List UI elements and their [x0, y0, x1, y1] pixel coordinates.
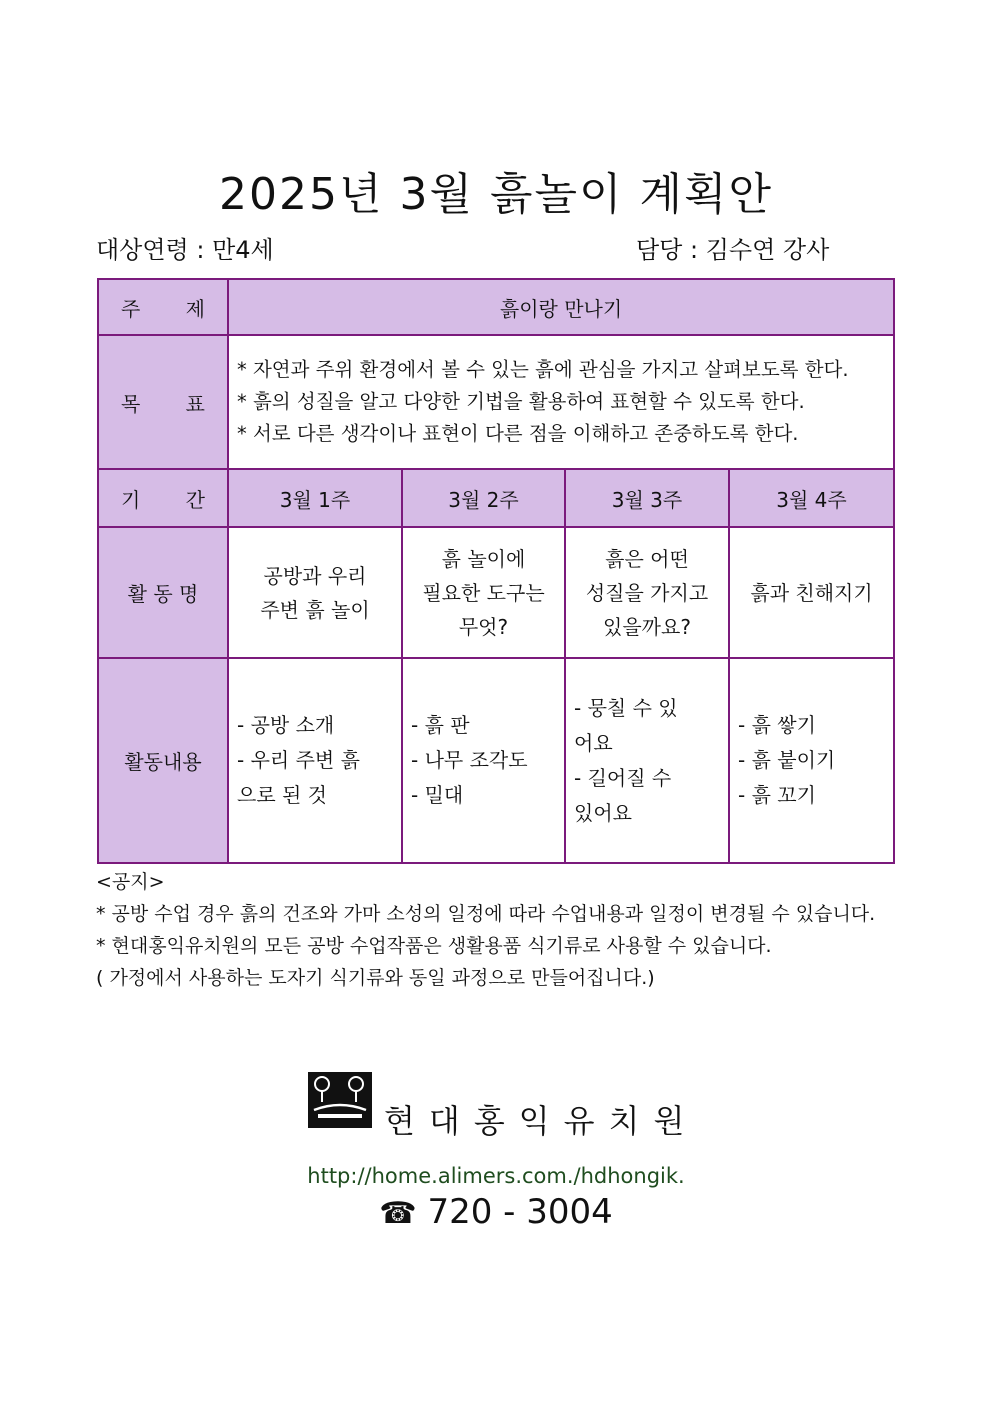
period-row — [98, 469, 894, 527]
goal-cell — [228, 335, 894, 469]
notice-line: * 공방 수업 경우 흙의 건조와 가마 소성의 일정에 따라 수업내용과 일정이 변경될 수 있습니다. — [96, 903, 876, 925]
phone-text: 720 - 3004 — [427, 1192, 613, 1232]
notice-line: * 현대홍익유치원의 모든 공방 수업작품은 생활용품 식기류로 사용할 수 있습니다. — [96, 935, 772, 957]
topic-label-char: 제 — [185, 296, 205, 321]
activity-name-line: 성질을 가지고 — [585, 580, 709, 605]
week-header: 3월 3주 — [565, 469, 729, 527]
kindergarten-name: 현대홍익유치원 — [384, 1102, 699, 1140]
kindergarten-logo — [308, 1072, 372, 1128]
teacher: 담당 : 김수연 강사 — [636, 236, 830, 264]
goal-item: * 자연과 주위 환경에서 볼 수 있는 흙에 관심을 가지고 살펴보도록 한다. — [237, 358, 849, 381]
target-age: 대상연령 : 만4세 — [96, 236, 274, 264]
week-header: 3월 2주 — [402, 469, 565, 527]
week-header: 3월 4주 — [729, 469, 894, 527]
activity-name-line: 흙과 친해지기 — [750, 580, 873, 605]
period-label-char: 기 — [121, 487, 141, 512]
activity-content-cell — [228, 658, 402, 863]
notice-heading: <공지> — [96, 871, 165, 893]
activity-name-line: 흙은 어떤 — [605, 546, 689, 571]
activity-content-label: 활동내용 — [98, 658, 228, 863]
topic-row — [98, 279, 894, 335]
topic-cell: 흙이랑 만나기 — [228, 279, 894, 335]
topic-label-cell — [98, 279, 228, 335]
activity-name-line: 필요한 도구는 — [422, 580, 545, 605]
phone-number — [0, 1192, 992, 1232]
activity-content-line: - 흙 쌓기 — [738, 713, 816, 737]
activity-name-line: 흙 놀이에 — [441, 546, 526, 571]
activity-name-cell — [402, 527, 565, 658]
activity-name-line: 주변 흙 놀이 — [260, 597, 370, 622]
activity-content-cell — [565, 658, 729, 863]
activity-name-cell — [729, 527, 894, 658]
logo-icon — [308, 1072, 372, 1128]
goal-label-char: 목 — [121, 391, 141, 416]
activity-content-line: 어요 — [574, 730, 613, 755]
activity-content-line: - 공방 소개 — [237, 713, 335, 737]
activity-content-line: - 나무 조각도 — [411, 748, 528, 772]
activity-content-cell — [402, 658, 565, 863]
period-label-char: 간 — [185, 487, 205, 512]
activity-content-line: - 우리 주변 흙 — [237, 748, 360, 772]
website-link[interactable]: http://home.alimers.com./hdhongik. — [307, 1164, 685, 1188]
goal-item: * 흙의 성질을 알고 다양한 기법을 활용하여 표현할 수 있도록 한다. — [237, 390, 805, 413]
activity-name-line: 있을까요? — [603, 614, 691, 639]
activity-content-line: - 길어질 수 — [574, 765, 672, 790]
activity-name-cell — [565, 527, 729, 658]
plan-table — [97, 278, 895, 864]
period-label-cell — [98, 469, 228, 527]
activity-content-line: - 흙 꼬기 — [738, 783, 816, 807]
goal-row — [98, 335, 894, 469]
activity-name-line: 무엇? — [458, 614, 509, 639]
goal-label-char: 표 — [185, 391, 205, 416]
activity-content-cell — [729, 658, 894, 863]
notice-line: ( 가정에서 사용하는 도자기 식기류와 동일 과정으로 만들어집니다.) — [96, 967, 655, 989]
activity-name-label: 활 동 명 — [98, 527, 228, 658]
activity-name-line: 공방과 우리 — [263, 563, 367, 588]
goal-item: * 서로 다른 생각이나 표현이 다른 점을 이해하고 존중하도록 한다. — [237, 422, 799, 445]
activity-content-line: - 흙 붙이기 — [738, 748, 836, 772]
activity-name-cell — [228, 527, 402, 658]
telephone-icon: ☎ — [379, 1196, 417, 1231]
activity-content-line: - 흙 판 — [411, 713, 470, 737]
goal-label-cell — [98, 335, 228, 469]
activity-content-line: - 뭉칠 수 있 — [574, 695, 678, 720]
activity-content-line: 으로 된 것 — [237, 783, 327, 807]
activity-name-row — [98, 527, 894, 658]
activity-content-line: 있어요 — [574, 800, 632, 825]
activity-content-row — [98, 658, 894, 863]
notice-section — [96, 866, 900, 994]
topic-label-char: 주 — [121, 296, 141, 321]
activity-content-line: - 밀대 — [411, 783, 464, 807]
page-title: 2025년 3월 흙놀이 계획안 — [219, 169, 773, 220]
week-header: 3월 1주 — [228, 469, 402, 527]
